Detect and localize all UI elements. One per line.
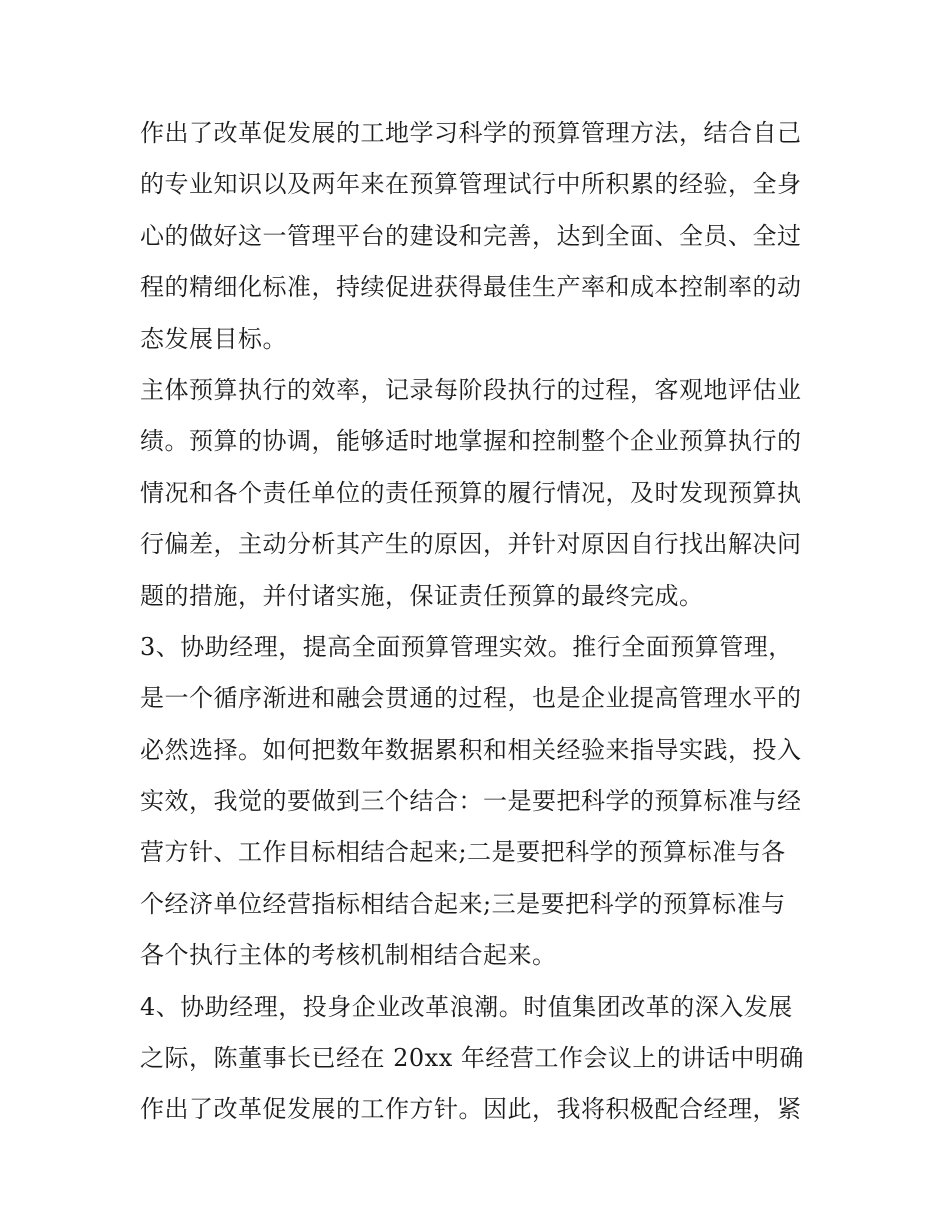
text-line: 的专业知识以及两年来在预算管理试行中所积累的经验，全身	[140, 170, 802, 199]
text-line: 个经济单位经营指标相结合起来;三是要把科学的预算标准与	[140, 889, 786, 918]
text-line: 态发展目标。	[140, 324, 287, 353]
text-line: 行偏差，主动分析其产生的原因，并针对原因自行找出解决问	[140, 530, 802, 559]
text-line: 营方针、工作目标相结合起来;二是要把科学的预算标准与各	[140, 838, 786, 867]
text-line: 心的做好这一管理平台的建设和完善，达到全面、全员、全过	[140, 221, 802, 250]
body-text	[140, 108, 820, 1136]
text-line: 程的精细化标准，持续促进获得最佳生产率和成本控制率的动	[140, 273, 802, 302]
text-line: 必然选择。如何把数年数据累积和相关经验来指导实践，投入	[140, 735, 802, 764]
text-line: 主体预算执行的效率，记录每阶段执行的过程，客观地评估业	[140, 375, 802, 404]
text-line: 各个执行主体的考核机制相结合起来。	[140, 941, 557, 970]
text-line: 情况和各个责任单位的责任预算的履行情况，及时发现预算执	[140, 478, 802, 507]
text-line: 3、协助经理，提高全面预算管理实效。推行全面预算管理，	[140, 632, 793, 661]
text-line: 之际，陈董事长已经在 20xx 年经营工作会议上的讲话中明确	[140, 1044, 804, 1073]
text-line: 作出了改革促发展的工地学习科学的预算管理方法，结合自己	[140, 119, 802, 147]
text-line: 是一个循序渐进和融会贯通的过程，也是企业提高管理水平的	[140, 684, 802, 713]
text-line: 题的措施，并付诸实施，保证责任预算的最终完成。	[140, 581, 704, 610]
text-line: 4、协助经理，投身企业改革浪潮。时值集团改革的深入发展	[140, 992, 793, 1021]
text-line: 实效，我觉的要做到三个结合：一是要把科学的预算标准与经	[140, 787, 802, 816]
text-line: 绩。预算的协调，能够适时地掌握和控制整个企业预算执行的	[140, 427, 802, 456]
text-line: 作出了改革促发展的工作方针。因此，我将积极配合经理，紧	[140, 1095, 802, 1124]
